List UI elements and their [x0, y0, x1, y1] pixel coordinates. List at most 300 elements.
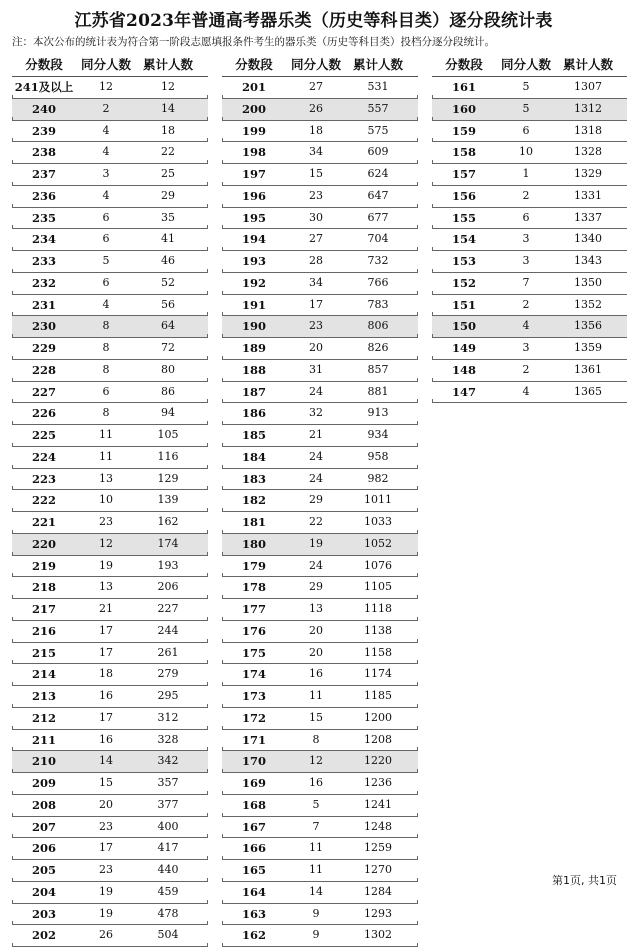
score-cell: 170 [241, 754, 266, 769]
cumulative-cell: 342 [157, 754, 179, 768]
score-cell: 156 [451, 188, 476, 203]
table-row [222, 186, 418, 208]
same-count-cell: 1 [522, 167, 530, 180]
table-row [12, 643, 208, 665]
same-count-cell: 20 [309, 341, 323, 354]
same-count-cell: 11 [99, 449, 113, 463]
same-count-cell: 10 [99, 493, 113, 507]
table-row [222, 425, 418, 447]
table-row [432, 338, 627, 360]
same-count-cell: 8 [102, 406, 110, 420]
same-count-cell: 7 [312, 819, 320, 833]
same-count-cell: 3 [522, 341, 530, 354]
cumulative-cell: 1052 [364, 536, 392, 550]
cumulative-cell: 312 [157, 710, 179, 724]
same-count-cell: 6 [102, 275, 110, 289]
same-count-cell: 24 [309, 558, 323, 572]
same-count-cell: 31 [309, 362, 323, 376]
same-count-cell: 6 [522, 123, 530, 137]
score-cell: 173 [241, 689, 266, 703]
same-count-cell: 19 [99, 906, 113, 920]
cumulative-cell: 913 [367, 406, 389, 420]
score-cell: 149 [451, 341, 476, 355]
score-cell: 228 [31, 362, 56, 377]
same-count-cell: 14 [309, 884, 323, 898]
score-cell: 234 [31, 232, 56, 247]
cumulative-cell: 624 [367, 167, 389, 180]
score-cell: 150 [451, 319, 476, 334]
score-cell: 195 [241, 210, 266, 225]
page-footer: 第1页, 共1页 [552, 874, 617, 887]
score-cell: 218 [31, 580, 56, 595]
header-cumulative: 累计人数 [142, 57, 193, 72]
table-row [12, 142, 208, 164]
score-cell: 236 [31, 188, 56, 203]
table-row [222, 730, 418, 752]
score-cell: 185 [241, 428, 266, 442]
same-count-cell: 2 [522, 188, 530, 202]
score-table-column-1 [12, 54, 208, 947]
cumulative-cell: 1138 [364, 623, 392, 637]
table-row [432, 164, 627, 186]
header-score: 分数段 [235, 57, 273, 72]
same-count-cell: 14 [99, 754, 113, 768]
cumulative-cell: 1033 [364, 515, 392, 528]
score-cell: 169 [241, 776, 266, 790]
table-row [12, 838, 208, 860]
cumulative-cell: 295 [157, 689, 179, 702]
table-row [222, 490, 418, 512]
table-row [222, 643, 418, 665]
score-cell: 189 [241, 341, 266, 355]
cumulative-cell: 105 [157, 428, 179, 441]
score-cell: 166 [241, 841, 266, 856]
cumulative-cell: 440 [157, 863, 179, 876]
cumulative-cell: 958 [367, 449, 389, 463]
same-count-cell: 6 [102, 384, 110, 398]
same-count-cell: 11 [309, 689, 323, 702]
table-row [12, 795, 208, 817]
same-count-cell: 8 [102, 341, 110, 354]
score-cell: 184 [241, 449, 266, 464]
same-count-cell: 12 [99, 80, 113, 93]
table-row [222, 403, 418, 425]
score-cell: 161 [451, 80, 476, 94]
cumulative-cell: 41 [161, 232, 175, 246]
cumulative-cell: 72 [161, 341, 175, 354]
table-row [432, 360, 627, 382]
header-score: 分数段 [25, 57, 63, 72]
cumulative-cell: 35 [161, 210, 175, 224]
score-cell: 177 [241, 602, 266, 616]
cumulative-cell: 1302 [364, 928, 392, 942]
same-count-cell: 4 [522, 384, 530, 398]
table-row [12, 77, 208, 99]
score-cell: 191 [241, 297, 266, 312]
same-count-cell: 5 [522, 80, 530, 93]
cumulative-cell: 609 [367, 145, 389, 159]
score-cell: 216 [31, 623, 56, 638]
same-count-cell: 16 [309, 776, 323, 789]
score-cell: 227 [31, 384, 56, 399]
same-count-cell: 8 [102, 362, 110, 376]
cumulative-cell: 1350 [574, 275, 602, 289]
table-row [12, 621, 208, 643]
table-row [12, 773, 208, 795]
cumulative-cell: 1259 [364, 841, 392, 855]
cumulative-cell: 14 [161, 101, 175, 115]
cumulative-cell: 1236 [364, 776, 392, 789]
header-cumulative: 累计人数 [352, 57, 403, 72]
same-count-cell: 4 [102, 145, 110, 159]
table-row [12, 121, 208, 143]
score-cell: 153 [451, 254, 476, 268]
table-row [12, 186, 208, 208]
table-row [432, 186, 627, 208]
cumulative-cell: 94 [161, 406, 175, 420]
same-count-cell: 6 [522, 210, 530, 224]
same-count-cell: 3 [522, 254, 530, 267]
table-row [12, 360, 208, 382]
same-count-cell: 5 [522, 101, 530, 115]
score-table-column-3 [432, 54, 627, 403]
same-count-cell: 11 [309, 841, 323, 855]
cumulative-cell: 1340 [574, 232, 602, 246]
cumulative-cell: 1011 [364, 493, 392, 507]
score-cell: 164 [241, 884, 266, 899]
cumulative-cell: 1158 [364, 645, 392, 659]
cumulative-cell: 1241 [364, 797, 392, 811]
score-cell: 203 [31, 906, 56, 921]
score-cell: 219 [31, 558, 56, 573]
table-row [12, 208, 208, 230]
header-score: 分数段 [445, 57, 483, 72]
same-count-cell: 23 [99, 863, 113, 876]
same-count-cell: 16 [99, 689, 113, 702]
cumulative-cell: 64 [161, 319, 175, 333]
table-row [12, 817, 208, 839]
cumulative-cell: 783 [367, 297, 389, 311]
table-row [12, 904, 208, 926]
table-row [222, 512, 418, 534]
same-count-cell: 6 [102, 210, 110, 224]
cumulative-cell: 1329 [574, 167, 602, 180]
same-count-cell: 22 [309, 515, 323, 528]
table-row [222, 686, 418, 708]
cumulative-cell: 1174 [364, 667, 392, 681]
same-count-cell: 21 [99, 602, 113, 615]
same-count-cell: 13 [99, 471, 113, 485]
score-cell: 232 [31, 275, 56, 290]
table-row [432, 316, 627, 338]
table-row [12, 534, 208, 556]
cumulative-cell: 227 [157, 602, 179, 615]
same-count-cell: 8 [312, 732, 320, 746]
cumulative-cell: 982 [367, 471, 389, 485]
same-count-cell: 13 [99, 580, 113, 594]
same-count-cell: 29 [309, 580, 323, 594]
score-cell: 175 [241, 645, 266, 660]
cumulative-cell: 732 [367, 254, 389, 267]
same-count-cell: 27 [309, 232, 323, 246]
table-row [12, 425, 208, 447]
cumulative-cell: 1352 [574, 297, 602, 311]
same-count-cell: 4 [102, 123, 110, 137]
table-row [432, 121, 627, 143]
same-count-cell: 20 [309, 623, 323, 637]
table-row [222, 904, 418, 926]
cumulative-cell: 18 [161, 123, 175, 137]
table-header [12, 54, 208, 77]
same-count-cell: 17 [309, 297, 323, 311]
cumulative-cell: 1105 [364, 580, 392, 594]
table-row [432, 273, 627, 295]
same-count-cell: 9 [312, 928, 320, 942]
table-row [222, 708, 418, 730]
score-cell: 215 [31, 645, 56, 660]
score-cell: 160 [451, 101, 476, 116]
table-row [432, 295, 627, 317]
same-count-cell: 9 [312, 906, 320, 920]
score-cell: 194 [241, 232, 266, 247]
table-row [222, 295, 418, 317]
cumulative-cell: 162 [157, 515, 179, 528]
same-count-cell: 3 [102, 167, 110, 180]
score-cell: 172 [241, 710, 266, 725]
table-row [222, 447, 418, 469]
same-count-cell: 15 [99, 776, 113, 789]
score-cell: 229 [31, 341, 56, 355]
same-count-cell: 20 [309, 645, 323, 659]
same-count-cell: 2 [522, 297, 530, 311]
cumulative-cell: 1312 [574, 101, 602, 115]
score-cell: 220 [31, 536, 56, 551]
cumulative-cell: 806 [367, 319, 389, 333]
table-row [222, 817, 418, 839]
score-cell: 208 [31, 797, 56, 812]
same-count-cell: 2 [522, 362, 530, 376]
same-count-cell: 15 [309, 710, 323, 724]
same-count-cell: 26 [99, 928, 113, 942]
score-cell: 148 [451, 362, 476, 377]
table-row [222, 142, 418, 164]
table-row [12, 490, 208, 512]
cumulative-cell: 86 [161, 384, 175, 398]
score-cell: 196 [241, 188, 266, 203]
table-row [222, 577, 418, 599]
score-cell: 174 [241, 667, 266, 682]
score-cell: 239 [31, 123, 56, 138]
table-row [12, 229, 208, 251]
table-row [222, 208, 418, 230]
cumulative-cell: 400 [157, 819, 179, 833]
table-row [222, 664, 418, 686]
same-count-cell: 23 [309, 319, 323, 333]
same-count-cell: 19 [309, 536, 323, 550]
cumulative-cell: 1328 [574, 145, 602, 159]
table-row [222, 795, 418, 817]
table-row [222, 621, 418, 643]
cumulative-cell: 704 [367, 232, 389, 246]
cumulative-cell: 459 [157, 884, 179, 898]
score-cell: 198 [241, 145, 266, 160]
same-count-cell: 5 [312, 797, 320, 811]
score-cell: 179 [241, 558, 266, 573]
cumulative-cell: 12 [161, 80, 175, 93]
table-row [12, 860, 208, 882]
table-row [222, 121, 418, 143]
table-row [12, 99, 208, 121]
table-row [222, 316, 418, 338]
score-cell: 221 [31, 515, 56, 529]
cumulative-cell: 881 [367, 384, 389, 398]
same-count-cell: 34 [309, 145, 323, 159]
score-cell: 210 [31, 754, 56, 769]
same-count-cell: 6 [102, 232, 110, 246]
header-same-count: 同分人数 [80, 57, 131, 72]
table-row [12, 730, 208, 752]
same-count-cell: 19 [99, 558, 113, 572]
table-row [222, 251, 418, 273]
score-cell: 222 [31, 493, 56, 508]
score-cell: 176 [241, 623, 266, 638]
table-row [222, 925, 418, 947]
table-row [12, 338, 208, 360]
score-cell: 199 [241, 123, 266, 138]
score-cell: 230 [31, 319, 56, 334]
score-cell: 162 [241, 928, 266, 943]
score-cell: 147 [451, 384, 476, 399]
same-count-cell: 18 [99, 667, 113, 681]
cumulative-cell: 22 [161, 145, 175, 159]
table-row [12, 382, 208, 404]
score-cell: 201 [241, 80, 266, 94]
score-cell: 241及以上 [14, 80, 74, 94]
score-cell: 155 [451, 210, 476, 225]
table-row [12, 251, 208, 273]
cumulative-cell: 531 [367, 80, 389, 93]
score-cell: 231 [31, 297, 56, 312]
table-row [432, 77, 627, 99]
header-cumulative: 累计人数 [562, 57, 613, 72]
score-table-column-2 [222, 54, 418, 947]
cumulative-cell: 1361 [574, 362, 602, 376]
score-cell: 206 [31, 841, 56, 856]
same-count-cell: 17 [99, 841, 113, 855]
table-row [222, 469, 418, 491]
table-row [222, 360, 418, 382]
score-cell: 200 [241, 101, 266, 116]
cumulative-cell: 25 [161, 167, 175, 180]
table-header [432, 54, 627, 77]
same-count-cell: 32 [309, 406, 323, 420]
cumulative-cell: 1076 [364, 558, 392, 572]
score-cell: 168 [241, 797, 266, 812]
table-row [12, 469, 208, 491]
cumulative-cell: 52 [161, 275, 175, 289]
score-cell: 181 [241, 515, 266, 529]
score-cell: 163 [241, 906, 266, 921]
score-cell: 235 [31, 210, 56, 225]
header-same-count: 同分人数 [290, 57, 341, 72]
score-cell: 187 [241, 384, 266, 399]
cumulative-cell: 56 [161, 297, 175, 311]
same-count-cell: 29 [309, 493, 323, 507]
table-row [222, 534, 418, 556]
table-row [12, 925, 208, 947]
table-row [222, 556, 418, 578]
same-count-cell: 10 [519, 145, 533, 159]
same-count-cell: 2 [102, 101, 110, 115]
same-count-cell: 12 [309, 754, 323, 768]
same-count-cell: 23 [99, 819, 113, 833]
cumulative-cell: 377 [157, 797, 179, 811]
same-count-cell: 7 [522, 275, 530, 289]
score-cell: 188 [241, 362, 266, 377]
cumulative-cell: 244 [157, 623, 179, 637]
table-row [12, 295, 208, 317]
table-row [12, 664, 208, 686]
cumulative-cell: 857 [367, 362, 389, 376]
score-cell: 167 [241, 819, 266, 834]
cumulative-cell: 575 [367, 123, 389, 137]
score-cell: 165 [241, 863, 266, 877]
score-cell: 214 [31, 667, 56, 682]
table-row [222, 599, 418, 621]
cumulative-cell: 1284 [364, 884, 392, 898]
same-count-cell: 21 [309, 428, 323, 441]
cumulative-cell: 1356 [574, 319, 602, 333]
table-body [12, 77, 208, 947]
cumulative-cell: 1248 [364, 819, 392, 833]
same-count-cell: 16 [99, 732, 113, 746]
score-cell: 192 [241, 275, 266, 290]
table-row [12, 164, 208, 186]
score-cell: 209 [31, 776, 56, 790]
table-row [12, 577, 208, 599]
cumulative-cell: 1200 [364, 710, 392, 724]
same-count-cell: 23 [99, 515, 113, 528]
same-count-cell: 24 [309, 471, 323, 485]
score-cell: 207 [31, 819, 56, 834]
same-count-cell: 11 [309, 863, 323, 876]
score-cell: 180 [241, 536, 266, 551]
score-cell: 151 [451, 297, 476, 312]
score-cell: 226 [31, 406, 56, 421]
cumulative-cell: 46 [161, 254, 175, 267]
cumulative-cell: 1208 [364, 732, 392, 746]
same-count-cell: 17 [99, 710, 113, 724]
cumulative-cell: 328 [157, 732, 179, 746]
table-row [222, 99, 418, 121]
score-cell: 171 [241, 732, 266, 747]
score-cell: 158 [451, 145, 476, 160]
cumulative-cell: 193 [157, 558, 179, 572]
score-cell: 193 [241, 254, 266, 268]
table-row [222, 751, 418, 773]
cumulative-cell: 557 [367, 101, 389, 115]
same-count-cell: 8 [102, 319, 110, 333]
cumulative-cell: 1307 [574, 80, 602, 93]
same-count-cell: 4 [522, 319, 530, 333]
table-row [432, 142, 627, 164]
score-cell: 197 [241, 167, 266, 181]
same-count-cell: 30 [309, 210, 323, 224]
table-row [12, 751, 208, 773]
page-title: 江苏省2023年普通高考器乐类（历史等科目类）逐分段统计表 [74, 11, 553, 31]
score-cell: 159 [451, 123, 476, 138]
table-row [12, 273, 208, 295]
